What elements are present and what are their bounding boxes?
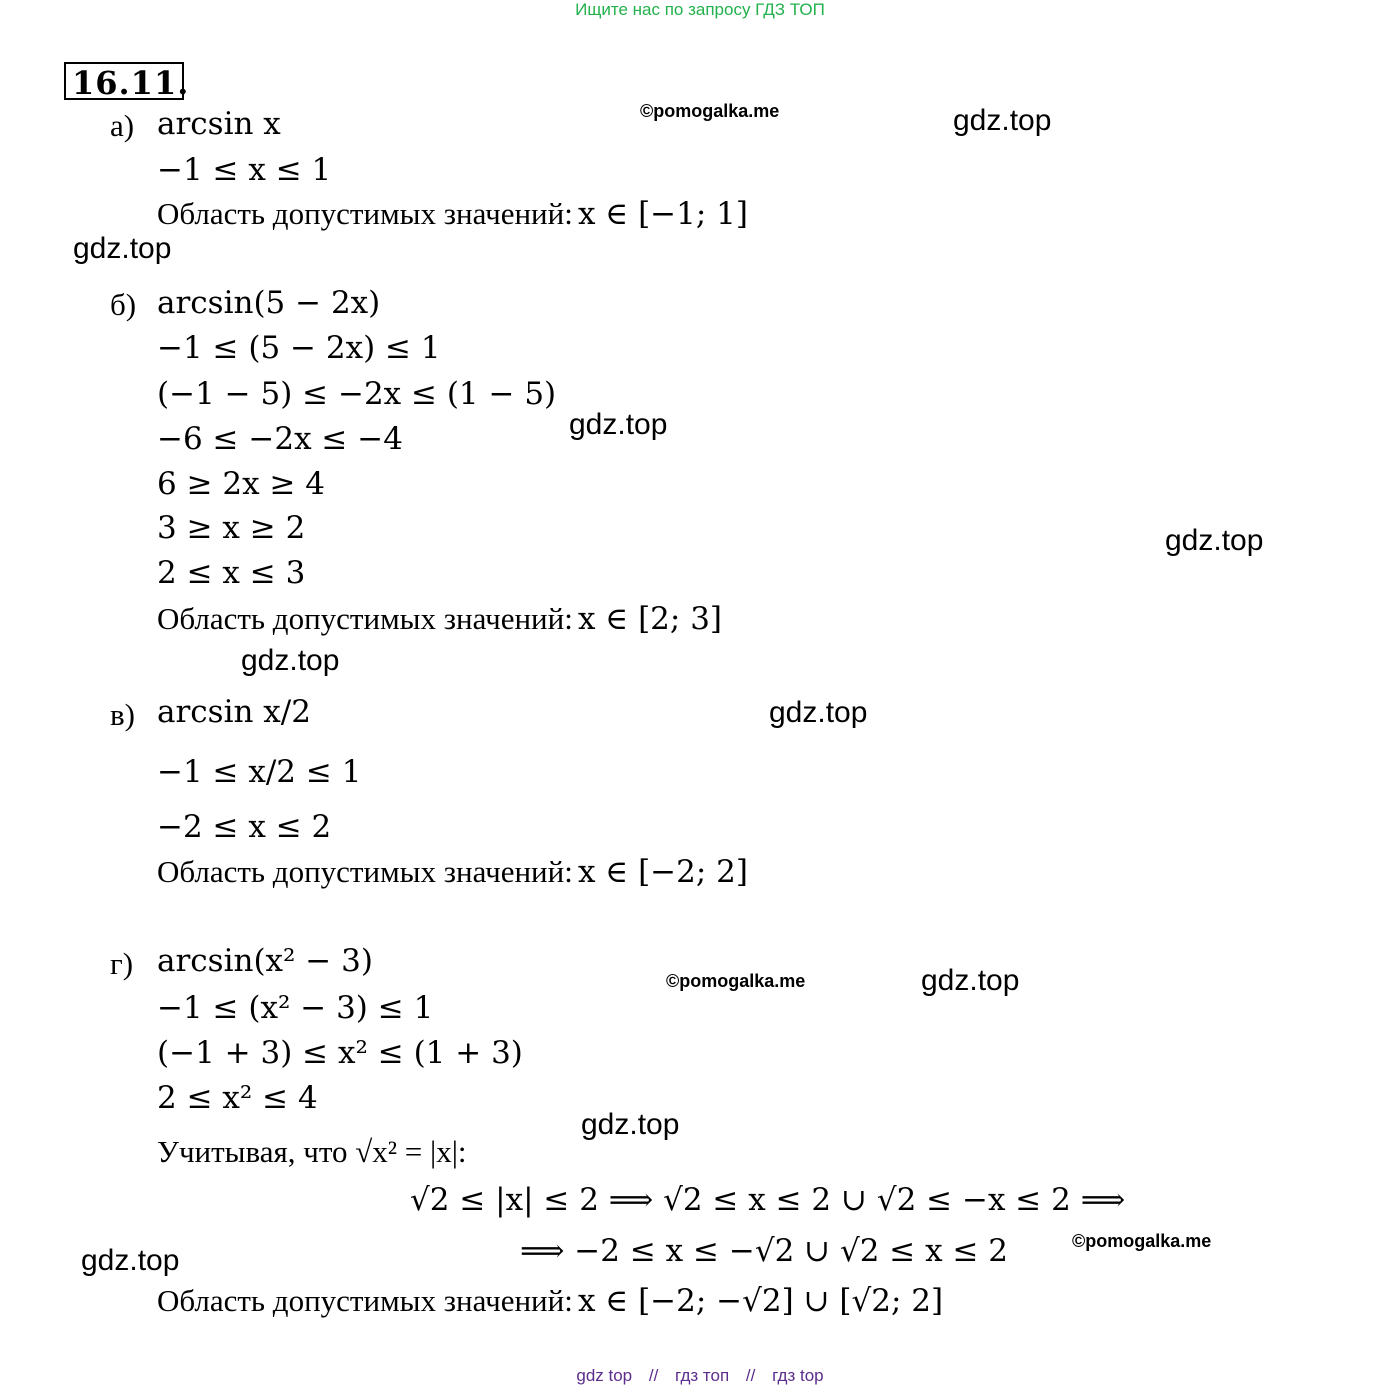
part-a-line: arcsin x — [157, 106, 281, 142]
part-b-line: 6 ≥ 2x ≥ 4 — [157, 466, 326, 502]
part-g-derivation: √2 ≤ |x| ≤ 2 ⟹ √2 ≤ x ≤ 2 ∪ √2 ≤ −x ≤ 2 ⟹ — [410, 1182, 1126, 1218]
domain-label: Область допустимых значений: — [157, 601, 573, 636]
domain-label: Область допустимых значений: — [157, 854, 573, 889]
header-note: Ищите нас по запросу ГДЗ ТОП — [575, 0, 825, 19]
footer-links — [0, 1366, 1400, 1386]
copyright-watermark: ©pomogalka.me — [640, 101, 780, 121]
gdz-watermark: gdz.top — [81, 1244, 180, 1277]
part-g-note: Учитывая, что √x² = |x|: — [157, 1134, 467, 1169]
part-v-line: arcsin x/2 — [157, 694, 311, 730]
gdz-watermark: gdz.top — [581, 1108, 680, 1141]
part-g-line: arcsin(x² − 3) — [157, 943, 373, 979]
part-g-line: (−1 + 3) ≤ x² ≤ (1 + 3) — [157, 1035, 523, 1071]
domain-value: x ∈ [−1; 1] — [577, 196, 748, 232]
copyright-watermark: ©pomogalka.me — [666, 971, 806, 991]
part-b-line: −6 ≤ −2x ≤ −4 — [157, 421, 403, 457]
problem-number: 16.11. — [72, 64, 190, 102]
domain-value: x ∈ [2; 3] — [577, 601, 723, 637]
part-g-domain — [157, 1283, 943, 1319]
part-v-line: −1 ≤ x/2 ≤ 1 — [157, 754, 362, 790]
part-b-line: arcsin(5 − 2x) — [157, 285, 381, 321]
part-b-line: 2 ≤ x ≤ 3 — [157, 555, 306, 591]
part-b-label: б) — [110, 287, 137, 322]
part-b-line: (−1 − 5) ≤ −2x ≤ (1 − 5) — [157, 376, 557, 412]
gdz-watermark: gdz.top — [1165, 524, 1264, 557]
gdz-watermark: gdz.top — [921, 964, 1020, 997]
domain-value: x ∈ [−2; −√2] ∪ [√2; 2] — [577, 1283, 944, 1319]
part-a-label: а) — [110, 108, 135, 143]
gdz-watermark: gdz.top — [241, 644, 340, 677]
domain-label: Область допустимых значений: — [157, 1283, 573, 1318]
part-a-domain — [157, 196, 748, 232]
part-b-domain — [157, 601, 722, 637]
gdz-watermark: gdz.top — [569, 408, 668, 441]
gdz-watermark: gdz.top — [953, 104, 1052, 137]
footer-separator: // — [745, 1366, 756, 1385]
part-b-line: −1 ≤ (5 − 2x) ≤ 1 — [157, 330, 441, 366]
domain-label: Область допустимых значений: — [157, 196, 573, 231]
domain-value: x ∈ [−2; 2] — [577, 854, 748, 890]
part-v-line: −2 ≤ x ≤ 2 — [157, 809, 332, 845]
part-g-line: 2 ≤ x² ≤ 4 — [157, 1080, 318, 1116]
part-g-line: −1 ≤ (x² − 3) ≤ 1 — [157, 990, 434, 1026]
gdz-watermark: gdz.top — [73, 232, 172, 265]
footer-link[interactable]: гдз top — [772, 1366, 824, 1385]
footer-separator: // — [648, 1366, 659, 1385]
part-a-line: −1 ≤ x ≤ 1 — [157, 152, 332, 188]
part-b-line: 3 ≥ x ≥ 2 — [157, 510, 306, 546]
part-v-label: в) — [110, 697, 135, 732]
part-v-domain — [157, 854, 748, 890]
copyright-watermark: ©pomogalka.me — [1072, 1231, 1212, 1251]
part-g-derivation: ⟹ −2 ≤ x ≤ −√2 ∪ √2 ≤ x ≤ 2 — [520, 1233, 1009, 1269]
footer-link[interactable]: гдз топ — [675, 1366, 730, 1385]
part-g-label: г) — [110, 946, 134, 981]
gdz-watermark: gdz.top — [769, 696, 868, 729]
footer-link[interactable]: gdz top — [576, 1366, 633, 1385]
